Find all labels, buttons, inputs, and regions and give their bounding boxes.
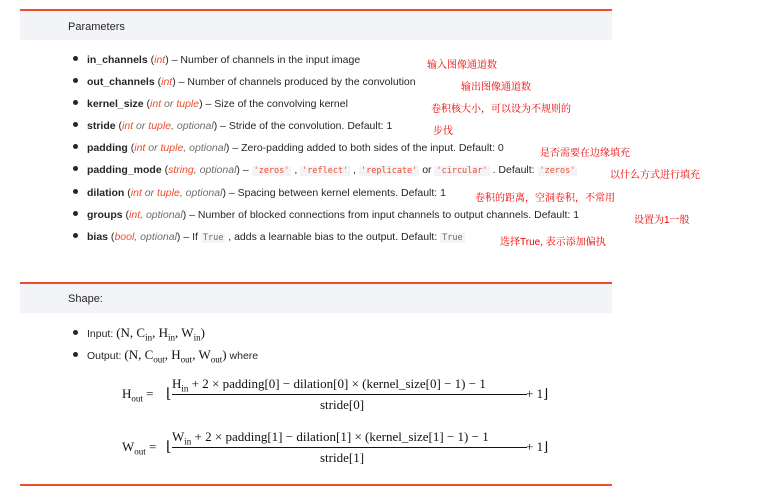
shape-output-suffix: where	[229, 350, 259, 362]
bullet	[73, 78, 78, 83]
param-description: Number of channels in the input image	[180, 54, 361, 66]
bullet	[73, 189, 78, 194]
param-description: Number of channels produced by the convolution	[187, 76, 416, 88]
annotation-note: 设置为1一般	[634, 215, 690, 226]
shape-output-expr: (N, $C_{out}$, $H_{out}$, $W_{out}$)	[124, 347, 227, 365]
param-name: padding_mode	[87, 164, 162, 176]
fraction-bar	[172, 394, 527, 395]
annotation-note: 输出图像通道数	[461, 82, 531, 93]
param-name: in_channels	[87, 54, 148, 66]
bullet	[73, 233, 78, 238]
param-name: stride	[87, 120, 116, 132]
shape-title: Shape:	[68, 293, 103, 305]
formula-denominator: stride[0]	[320, 397, 365, 412]
param-description: Spacing between kernel elements. Default: 1	[237, 187, 446, 199]
bullet	[73, 166, 78, 171]
shape-input-item	[73, 325, 205, 343]
param-type: int	[154, 54, 166, 66]
param-name: dilation	[87, 187, 125, 199]
bullet	[73, 144, 78, 149]
bullet	[73, 211, 78, 216]
bullet	[73, 56, 78, 61]
shape-input-label: Input:	[87, 328, 114, 340]
param-type: bool, optional	[114, 231, 177, 243]
shape-input-expr: (N, $C_{in}$, $H_{in}$, $W_{in}$)	[116, 325, 205, 343]
fraction-bar	[172, 447, 527, 448]
param-type: int or tuple	[150, 98, 200, 110]
param-item-groups: groups (int, optional) – Number of blocked connections from input channels to output channels. Default: 1	[73, 208, 579, 222]
section-divider	[20, 484, 612, 486]
param-item-padding: padding (int or tuple, optional) – Zero-padding added to both sides of the input. Default: 0	[73, 141, 504, 155]
param-item-padding_mode: padding_mode (string, optional) – 'zeros' , 'reflect' , 'replicate' or 'circular' . Default: 'zeros'	[73, 163, 577, 178]
annotation-note: 步伐	[433, 126, 453, 137]
param-item-stride: stride (int or tuple, optional) – Stride of the convolution. Default: 1	[73, 119, 392, 133]
formula-numerator: $W_{in} + 2$ × padding[1] − dilation[1] × (kernel_size[1] − 1) − 1	[172, 429, 489, 447]
param-type: int or tuple, optional	[134, 142, 226, 154]
param-description: 'zeros' , 'reflect' , 'replicate' or 'circular' . Default: 'zeros'	[253, 164, 576, 176]
bullet	[73, 330, 78, 335]
param-type: int, optional	[129, 209, 183, 221]
param-item-bias: bias (bool, optional) – If True , adds a learnable bias to the output. Default: True	[73, 230, 465, 245]
annotation-note: 以什么方式进行填充	[610, 170, 700, 181]
parameters-header	[20, 9, 612, 40]
formula-lhs: $W_{out}$ =	[122, 439, 157, 457]
bullet	[73, 100, 78, 105]
floor-left: ⌊	[166, 440, 172, 455]
formula-tail: + 1⌋	[526, 439, 549, 454]
param-type: int or tuple, optional	[122, 120, 214, 132]
param-name: padding	[87, 142, 128, 154]
shape-output-item	[73, 347, 258, 365]
annotation-note: 选择True, 表示添加偏执	[500, 237, 606, 248]
shape-header	[20, 282, 612, 313]
annotation-note: 输入图像通道数	[427, 60, 497, 71]
param-type: string, optional	[168, 164, 237, 176]
param-type: int or tuple, optional	[130, 187, 223, 199]
param-description: Size of the convolving kernel	[214, 98, 348, 110]
formula-numerator: $H_{in} + 2$ × padding[0] − dilation[0] × (kernel_size[0] − 1) − 1	[172, 376, 486, 394]
param-type: int	[161, 76, 173, 88]
param-item-kernel_size: kernel_size (int or tuple) – Size of the convolving kernel	[73, 97, 348, 111]
formula-tail: + 1⌋	[526, 386, 549, 401]
bullet	[73, 352, 78, 357]
annotation-note: 是否需要在边缘填充	[540, 148, 630, 159]
param-item-in_channels: in_channels (int) – Number of channels in the input image	[73, 53, 360, 67]
param-name: bias	[87, 231, 109, 243]
parameters-title: Parameters	[68, 21, 125, 33]
param-name: groups	[87, 209, 123, 221]
formula-lhs: $H_{out}$ =	[122, 386, 154, 404]
param-description: If True , adds a learnable bias to the output. Default: True	[192, 231, 463, 243]
bullet	[73, 122, 78, 127]
param-name: out_channels	[87, 76, 155, 88]
shape-output-label: Output:	[87, 350, 122, 362]
param-description: Number of blocked connections from input channels to output channels. Default: 1	[197, 209, 580, 221]
param-description: Zero-padding added to both sides of the input. Default: 0	[241, 142, 504, 154]
param-name: kernel_size	[87, 98, 144, 110]
param-item-dilation: dilation (int or tuple, optional) – Spacing between kernel elements. Default: 1	[73, 186, 446, 200]
formula-denominator: stride[1]	[320, 450, 365, 465]
floor-left: ⌊	[166, 387, 172, 402]
param-item-out_channels: out_channels (int) – Number of channels produced by the convolution	[73, 75, 416, 89]
param-description: Stride of the convolution. Default: 1	[228, 120, 393, 132]
annotation-note: 卷积的距离，空洞卷积，不常用	[475, 193, 615, 204]
annotation-note: 卷积核大小，可以设为不规则的	[431, 104, 571, 115]
